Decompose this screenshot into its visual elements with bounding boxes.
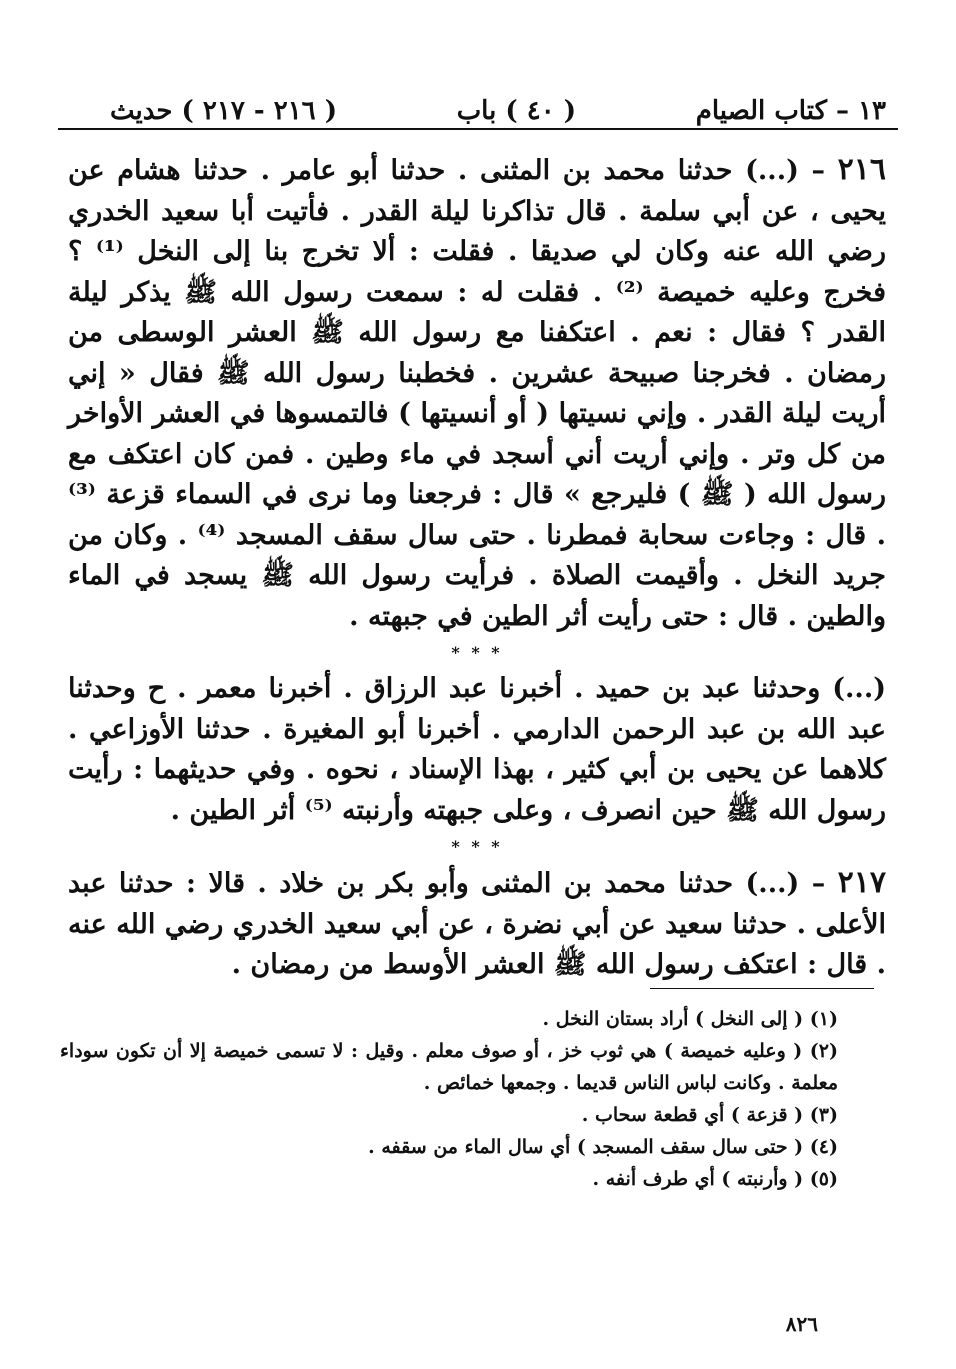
header-bab: ( ٤٠ ) باب <box>456 96 577 126</box>
header-chapter: ١٣ – كتاب الصيام <box>695 96 886 126</box>
footnote-5: (٥) ( وأرنبته ) أي طرف أنفه . <box>592 1168 838 1190</box>
footnote-divider <box>650 988 874 989</box>
hadith-217 <box>68 863 886 986</box>
section-separator: * * * <box>451 643 503 662</box>
section-separator: * * * <box>451 837 503 856</box>
footnotes <box>60 1003 838 1195</box>
hadith-216-variant <box>68 669 886 831</box>
header-hadith-range: ( ٢١٦ - ٢١٧ ) حديث <box>110 96 337 126</box>
footnote-4: (٤) ( حتى سال سقف المسجد ) أي سال الماء من سقفه . <box>368 1136 838 1158</box>
footnote-2: (٢) ( وعليه خميصة ) هي ثوب خز ، أو صوف معلم . وقيل : لا تسمى خميصة إلا أن تكون سوداء معلمة . وكانت لباس الناس قديما . وجمعها خمائص . <box>60 1040 838 1094</box>
hadith-text: – (...) حدثنا محمد بن المثنى . حدثنا أبو عامر . حدثنا هشام عن يحيى ، عن أبي سلمة . قال تذاكرنا ليلة القدر . فأتيت أبا سعيد الخدري رضي الله عنه وكان لي صديقا . فقلت : ألا تخرج بنا إلى النخل ⁽¹⁾ ؟ فخرج وعليه خميصة ⁽²⁾ . فقلت له : سمعت رسول الله ﷺ يذكر ليلة القدر ؟ فقال : نعم . اعتكفنا مع رسول الله ﷺ العشر الوسطى من رمضان . فخرجنا صبيحة عشرين . فخطبنا رسول الله ﷺ فقال « إني أريت ليلة القدر . وإني نسيتها ( أو أنسيتها ) فالتمسوها في العشر الأواخر من كل وتر . وإني أريت أني أسجد في ماء وطين . فمن كان اعتكف مع رسول الله ( ﷺ ) فليرجع » قال : فرجعنا وما نرى في السماء قزعة ⁽³⁾ . قال : وجاءت سحابة فمطرنا . حتى سال سقف المسجد ⁽⁴⁾ . وكان من جريد النخل . وأقيمت الصلاة . فرأيت رسول الله ﷺ يسجد في الماء والطين . قال : حتى رأيت أثر الطين في جبهته . <box>68 155 886 632</box>
hadith-216 <box>68 150 886 637</box>
hadith-number: ٢١٦ <box>837 152 886 187</box>
header-divider <box>58 128 898 130</box>
hadith-number: ٢١٧ <box>837 865 886 900</box>
variant-text: (...) وحدثنا عبد بن حميد . أخبرنا عبد الرزاق . أخبرنا معمر . ح وحدثنا عبد الله بن عبد الرحمن الدارمي . أخبرنا أبو المغيرة . حدثنا الأوزاعي . كلاهما عن يحيى بن أبي كثير ، بهذا الإسناد ، نحوه . وفي حديثهما : رأيت رسول الله ﷺ حين انصرف ، وعلى جبهته وأرنبته ⁽⁵⁾ أثر الطين . <box>68 673 887 826</box>
footnote-3: (٣) ( قزعة ) أي قطعة سحاب . <box>581 1104 838 1126</box>
footnote-1: (١) ( إلى النخل ) أراد بستان النخل . <box>542 1008 838 1030</box>
running-header <box>110 86 886 126</box>
page-number: ٨٢٦ <box>785 1312 818 1336</box>
main-text <box>68 150 886 986</box>
hadith-text: – (...) حدثنا محمد بن المثنى وأبو بكر بن خلاد . قالا : حدثنا عبد الأعلى . حدثنا سعيد عن أبي نضرة ، عن أبي سعيد الخدري رضي الله عنه . قال : اعتكف رسول الله ﷺ العشر الأوسط من رمضان . <box>68 868 886 980</box>
